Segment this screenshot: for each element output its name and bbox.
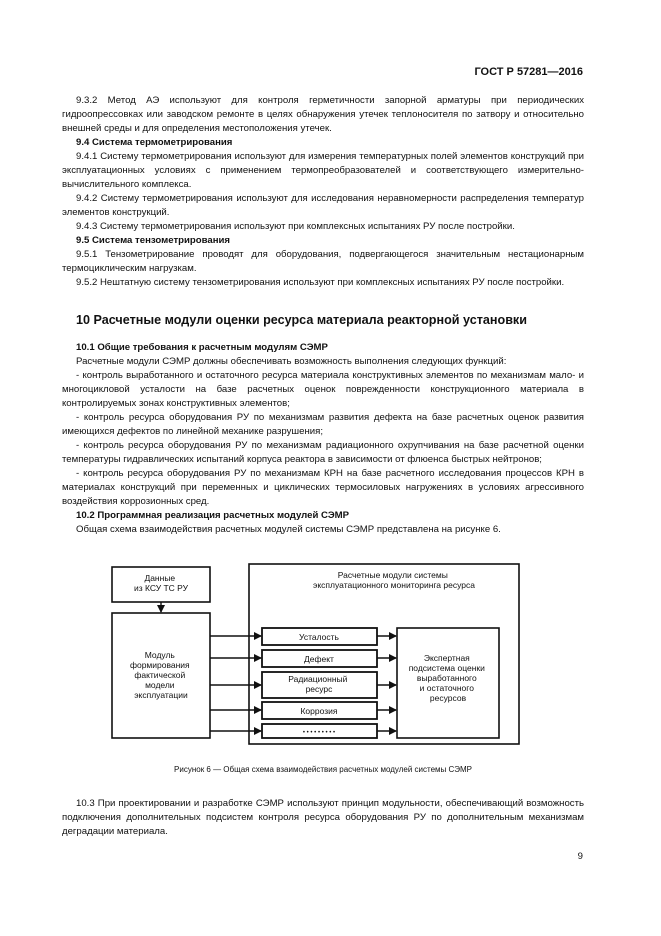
paragraph-10-1-intro: Расчетные модули СЭМР должны обеспечивать возможность выполнения следующих функций: (76, 356, 507, 367)
data-source-label: Данные из КСУ ТС РУ (133, 573, 189, 593)
bullet-item: - контроль ресурса оборудования РУ по механизмам развития дефекта на базе расчетных оценок развития имеющихся дефектов по линейной механике разрушения; (62, 412, 584, 437)
module-corrosion-label: Коррозия (300, 706, 338, 716)
figure-caption: Рисунок 6 — Общая схема взаимодействия расчетных модулей системы СЭМР (174, 765, 472, 774)
expert-subsystem-label: Экспертная подсистема оценки выработанного и остаточного ресурсов (408, 653, 485, 703)
paragraph-10-2: Общая схема взаимодействия расчетных модулей системы СЭМР представлена на рисунке 6. (76, 524, 501, 535)
bullet-item: - контроль выработанного и остаточного ресурса материала конструктивных элементов по механизмам мало- и многоцикловой усталости на базе расчетных оценок поврежденности конструкционного материала в контролируемых зонах конструктивных элементов; (62, 370, 584, 409)
bullet-item: - контроль ресурса оборудования РУ по механизмам радиационного охрупчивания на базе расчетной оценки температуры гидравлических испытаний корпуса реактора в зависимости от флюенса быстрых нейтронов; (62, 440, 584, 465)
heading-9-5: 9.5 Система тензометрирования (76, 235, 231, 246)
paragraph-10-3: 10.3 При проектировании и разработке СЭМР используют принцип модульности, обеспечивающий возможность подключения дополнительных подсистем контроля ресурса оборудования РУ по дополнительным механизмам деградации материала. (62, 798, 584, 837)
model-module-label: Модуль формирования фактической модели эксплуатации (129, 650, 190, 700)
module-fatigue-label: Усталость (299, 632, 339, 642)
module-other-label: • • • • • • • • • (302, 730, 336, 736)
document-header: ГОСТ Р 57281—2016 (474, 66, 583, 78)
text-block-10-3 (62, 797, 584, 839)
paragraph-9-4-1: 9.4.1 Систему термометрирования используют для измерения температурных полей элементов конструкций при эксплуатационных условиях с применением термопреобразователей и соответствующего измерительно-вычислительного комплекса. (62, 151, 584, 190)
paragraph-9-4-2: 9.4.2 Систему термометрирования используют для исследования неравномерности распределения температур элементов конструкций. (62, 193, 584, 218)
paragraph-9-5-2: 9.5.2 Нештатную систему тензометрирования используют при комплексных испытаниях РУ после постройки. (76, 277, 565, 288)
heading-10-1: 10.1 Общие требования к расчетным модулям СЭМР (76, 342, 328, 353)
heading-9-4: 9.4 Система термометрирования (76, 137, 233, 148)
heading-10-2: 10.2 Программная реализация расчетных модулей СЭМР (76, 510, 350, 521)
calculation-modules-title: Расчетные модули системы эксплуатационного мониторинга ресурса (313, 570, 475, 590)
paragraph-9-4-3: 9.4.3 Систему термометрирования используют при комплексных испытаниях РУ после постройки. (76, 221, 515, 232)
section-10-title: 10 Расчетные модули оценки ресурса материала реакторной установки (76, 313, 527, 327)
paragraph-9-3-2: 9.3.2 Метод АЭ используют для контроля герметичности запорной арматуры при периодических гидроопрессовках или заводском ремонте в целях обнаружения утечек теплоносителя по затвору и относительно внешней среды и для определения местоположения утечек. (62, 95, 584, 134)
paragraph-9-5-1: 9.5.1 Тензометрирование проводят для оборудования, подвергающегося значительным нестационарным термоциклическим нагрузкам. (62, 249, 584, 274)
bullet-item: - контроль ресурса оборудования РУ по механизмам КРН на базе расчетного исследования процессов КРН в материалах конструкций при переменных и циклических термосиловых нагружениях в условиях агрессивного воздействия коррозионных сред. (62, 468, 584, 507)
module-defect-label: Дефект (304, 654, 334, 664)
page-number: 9 (577, 851, 583, 862)
module-radiation-label: Радиационный ресурс (288, 674, 348, 694)
